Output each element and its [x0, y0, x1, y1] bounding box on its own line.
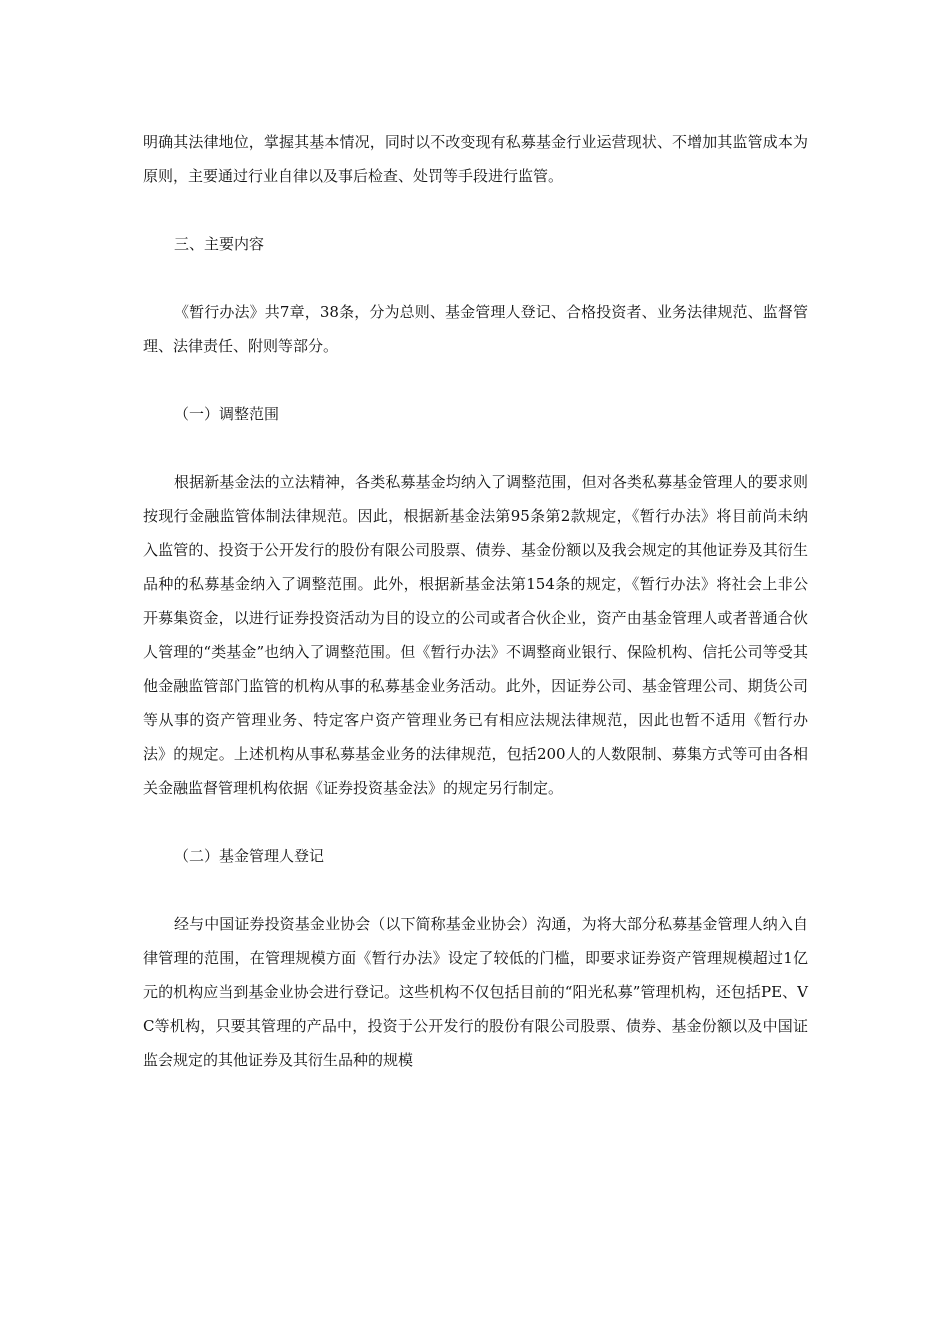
section-heading-main-content: 三、主要内容: [174, 235, 265, 253]
paragraph-manager-registration: 经与中国证券投资基金业协会（以下简称基金业协会）沟通，为将大部分私募基金管理人纳入自律管理的范围，在管理规模方面《暂行办法》设定了较低的门槛，即要求证券资产管理规模超过1亿元的机构应当到基金业协会进行登记。这些机构不仅包括目前的“阳光私募”管理机构，还包括PE、VC等机构，只要其管理的产品中，投资于公开发行的股份有限公司股票、债券、基金份额以及中国证监会规定的其他证券及其衍生品种的规模: [143, 915, 808, 1069]
paragraph-regulatory-principle: 明确其法律地位，掌握其基本情况，同时以不改变现有私募基金行业运营现状、不增加其监管成本为原则，主要通过行业自律以及事后检查、处罚等手段进行监管。: [143, 133, 808, 185]
paragraph-structure-overview: 《暂行办法》共7章，38条，分为总则、基金管理人登记、合格投资者、业务法律规范、监督管理、法律责任、附则等部分。: [143, 303, 808, 355]
paragraph-scope-details: 根据新基金法的立法精神，各类私募基金均纳入了调整范围，但对各类私募基金管理人的要求则按现行金融监管体制法律规范。因此，根据新基金法第95条第2款规定，《暂行办法》将目前尚未纳入监管的、投资于公开发行的股份有限公司股票、债券、基金份额以及我会规定的其他证券及其衍生品种的私募基金纳入了调整范围。此外，根据新基金法第154条的规定，《暂行办法》将社会上非公开募集资金，以进行证券投资活动为目的设立的公司或者合伙企业，资产由基金管理人或者普通合伙人管理的“类基金”也纳入了调整范围。但《暂行办法》不调整商业银行、保险机构、信托公司等受其他金融监管部门监管的机构从事的私募基金业务活动。此外，因证券公司、基金管理公司、期货公司等从事的资产管理业务、特定客户资产管理业务已有相应法规法律规范，因此也暂不适用《暂行办法》的规定。上述机构从事私募基金业务的法律规范，包括200人的人数限制、募集方式等可由各相关金融监督管理机构依据《证券投资基金法》的规定另行制定。: [143, 473, 808, 797]
subsection-heading-manager-registration: （二）基金管理人登记: [174, 847, 325, 865]
document-body: [143, 125, 808, 1111]
subsection-heading-scope: （一）调整范围: [174, 405, 280, 423]
